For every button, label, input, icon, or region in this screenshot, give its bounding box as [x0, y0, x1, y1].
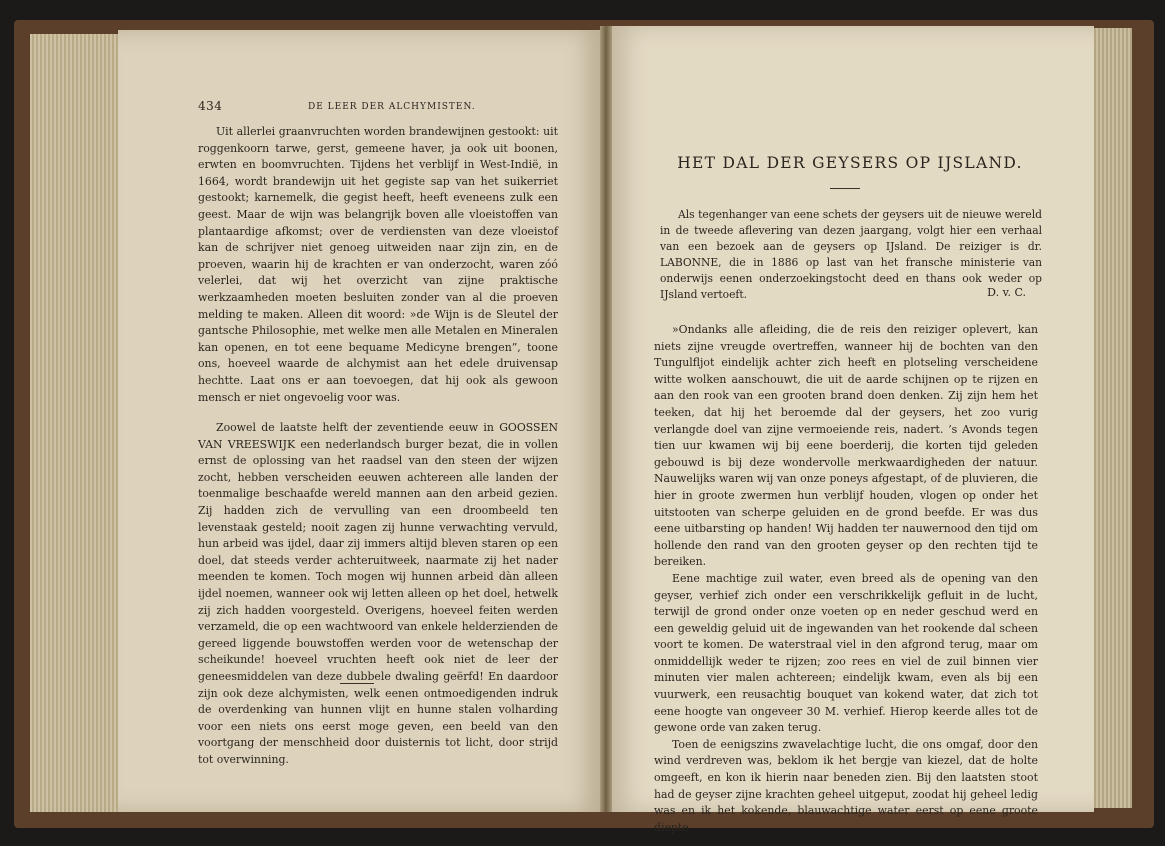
paragraph: »Ondanks alle afleiding, die de reis den reiziger oplevert, kan niets zijne vreugde overtreffen, wanneer hij de bochten van den Tungulfljot eindelijk achter zich heeft en plotseling verscheidene witte wolken aanschouwt, die uit de aarde schijnen op te rijzen en aan den rook van een grooten brand doen denken. Zij zijn hem het teeken, dat hij het beroemde dal der geysers, het zoo vurig verlangde doel van zijne vermoeiende reis, nadert. ’s Avonds tegen tien uur kwamen wij bij eene boerderij, die korten tijd geleden gebouwd is bij deze wondervolle merkwaardigheden der natuur. Nauwelijks waren wij van onze poneys afgestapt, of de pluvieren, die hier in groote zwermen hun verblijf houden, vlogen op onder het uitstooten van scherpe geluiden en de grond beefde. Er was dus eene uitbarsting op handen! Wij hadden ter nauwernood den tijd om hollende den rand van den grooten geyser op den rechten tijd te bereiken. [654, 323, 1038, 569]
running-head: DE LEER DER ALCHYMISTEN. [308, 102, 476, 112]
paragraph: Toen de eenigszins zwavelachtige lucht, die ons omgaf, door den wind verdreven was, beklom ik het bergje van kiezel, dat de holte omgeeft, en kon ik hierin naar beneden zien. Bij den laatsten stoot had de geyser zijne krachten geheel uitgeput, zoodat hij geheel ledig was en ik het kokende, blauwachtige water eerst op eene groote diepte [654, 737, 1038, 834]
editor-signature: D. v. C. [987, 286, 1026, 299]
intro-paragraph: Als tegenhanger van eene schets der geysers uit de nieuwe wereld in de tweede aflevering van dezen jaargang, volgt hier een verhaal van een bezoek aan de geysers op IJsland. De reiziger is dr. LABONNE, die in 1886 op last van het fransche ministerie van onderwijs eenen onderzoekingstocht deed en thans ook weder op IJsland vertoeft. [660, 208, 1042, 301]
paragraph: Uit allerlei graanvruchten worden brandewijnen gestookt: uit roggenkoorn tarwe, gerst, gemeene haver, ja ook uit boonen, erwten en boomvruchten. Tijdens het verblijf in West-Indië, in 1664, wordt brandewijn uit het gegiste sap van het suikerriet gestookt; karnemelk, die gegist heeft, heeft eveneens zulk een geest. Maar de wijn was belangrijk boven alle vloeistoffen van plantaardige afkomst; over de verdiensten van deze vloeistof kan de schrijver niet genoeg uitweiden naar zijn zin, en de proeven, waarin hij de krachten er van onderzocht, waren zóó velerlei, dat wij het overzicht van zijne praktische werkzaamheden moeten besluiten zonder van al die proeven melding te maken. Alleen dit woord: »de Wijn is de Sleutel der gantsche Philosophie, met welke men alle Metalen en Mineralen kan openen, en tot eene bequame Medicyne brengen”, toone ons, hoeveel waarde de alchymist aan het edele druivensap hechtte. Laat ons er aan toevoegen, dat hij ook als gewoon mensch er niet ongevoelig voor was. [198, 125, 558, 404]
title-rule [830, 188, 860, 189]
page-edges-left [30, 34, 118, 812]
page-edges-right [1092, 28, 1132, 808]
book-gutter [600, 26, 612, 812]
end-rule [340, 683, 374, 684]
page-number: 434 [198, 99, 223, 113]
right-page-body [654, 322, 1038, 836]
paragraph: Zoowel de laatste helft der zeventiende eeuw in GOOSSEN VAN VREESWIJK een nederlandsch burger bezat, die in vollen ernst de oplossing van het raadsel van den steen der wijzen zocht, hebben verscheiden eeuwen achtereen alle landen der toenmalige beschaafde wereld mannen aan den arbeid gezien. Zij hadden zich de vervulling van een droombeeld ten levenstaak gesteld; nooit zagen zij hunne verwachting vervuld, hun arbeid was ijdel, daar zij immers altijd bleven staren op een doel, dat steeds verder achteruitweek, naarmate zij het nader meenden te komen. Toch mogen wij hunnen arbeid dàn alleen ijdel noemen, wanneer ook wij letten alleen op het doel, hetwelk zij zich hadden voorgesteld. Overigens, hoeveel feiten werden verzameld, die op een wachtwoord van enkele helderzienden de gereed liggende bouwstoffen werden voor de wetenschap der scheikunde! hoeveel vruchten heeft ook niet de leer der geneesmiddelen van deze dubbele dwaling geërfd! En daardoor zijn ook deze alchymisten, welk eenen ontmoedigenden indruk de overdenking van hunnen vlijt en hunne stalen volharding voor een niets ons eerst moge geven, een beeld van den voortgang der menschheid door duisternis tot licht, door strijd tot overwinning. [198, 421, 558, 766]
paragraph: Eene machtige zuil water, even breed als de opening van den geyser, verhief zich onder een verschrikkelijk gefluit in de lucht, terwijl de grond onder onze voeten op en neder geschud werd en een geweldig geluid uit de ingewanden van het rookende dal scheen voort te komen. De waterstraal viel in den afgrond terug, maar om onmiddellijk weder te rijzen; zoo rees en viel de zuil binnen vier minuten vier malen achtereen; eindelijk kwam, even als bij een vuurwerk, een reusachtig bouquet van kokend water, dat zich tot eene hoogte van ongeveer 30 M. verhief. Hierop keerde alles tot de gewone orde van zaken terug. [654, 571, 1038, 735]
left-page-body [198, 124, 558, 769]
article-title: HET DAL DER GEYSERS OP IJSLAND. [677, 154, 1023, 172]
